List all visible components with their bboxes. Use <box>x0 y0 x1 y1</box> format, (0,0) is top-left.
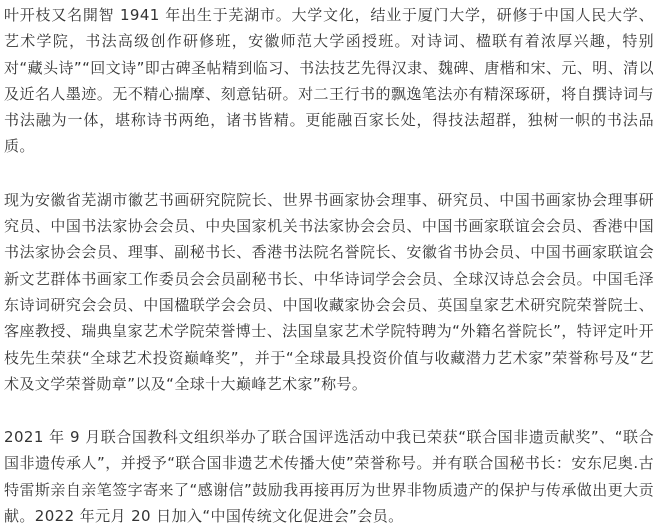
paragraph-biography: 叶开枝又名開智 1941 年出生于芜湖市。大学文化，结业于厦门大学，研修于中国人民大学、艺术学院，书法高级创作研修班，安徽师范大学函授班。对诗词、楹联有着浓厚兴趣，特别对“藏头诗”“回文诗”即古碑圣帖精到临习、书法技艺先得汉隶、魏碑、唐楷和宋、元、明、清以及近名人墨迹。无不精心揣摩、刻意钻研。对二王行书的飘逸笔法亦有精深琢研，将自撰诗词与书法融为一体，堪称诗书两绝，诸书皆精。更能融百家长处，得技法超群，独树一帜的书法品质。 <box>4 6 654 156</box>
article-body <box>4 2 654 529</box>
paragraph-un-honors: 2021 年 9 月联合国教科文组织举办了联合国评选活动中我已荣获“联合国非遗贡献奖”、“联合国非遗传承人”，并授予“联合国非遗艺术传播大使”荣誉称号。并有联合国秘书长：安东尼奥.古特雷斯亲自亲笔签字寄来了“感谢信”鼓励我再接再厉为世界非物质遗产的保护与传承做出更大贡献。2022 年元月 20 日加入“中国传统文化促进会”会员。 <box>4 428 654 526</box>
paragraph-positions: 现为安徽省芜湖市徽艺书画研究院院长、世界书画家协会理事、研究员、中国书画家协会理事研究员、中国书法家协会会员、中央国家机关书法家协会会员、中国书画家联谊会会员、香港中国书法家协会会员、理事、副秘书长、香港书法院名誉院长、安徽省书协会员、中国书画家联谊会新文艺群体书画家工作委员会会员副秘书长、中华诗词学会会员、全球汉诗总会会员。中国毛泽东诗词研究会会员、中国楹联学会会员、中国收藏家协会会员、英国皇家艺术研究院荣誉院士、客座教授、瑞典皇家艺术学院荣誉博士、法国皇家艺术学院特聘为“外籍名誉院长”，特评定叶开枝先生荣获“全球艺术投资巅峰奖”，并于“全球最具投资价值与收藏潜力艺术家”荣誉称号及“艺术及文学荣誉勋章”以及“全球十大巅峰艺术家”称号。 <box>4 190 654 393</box>
